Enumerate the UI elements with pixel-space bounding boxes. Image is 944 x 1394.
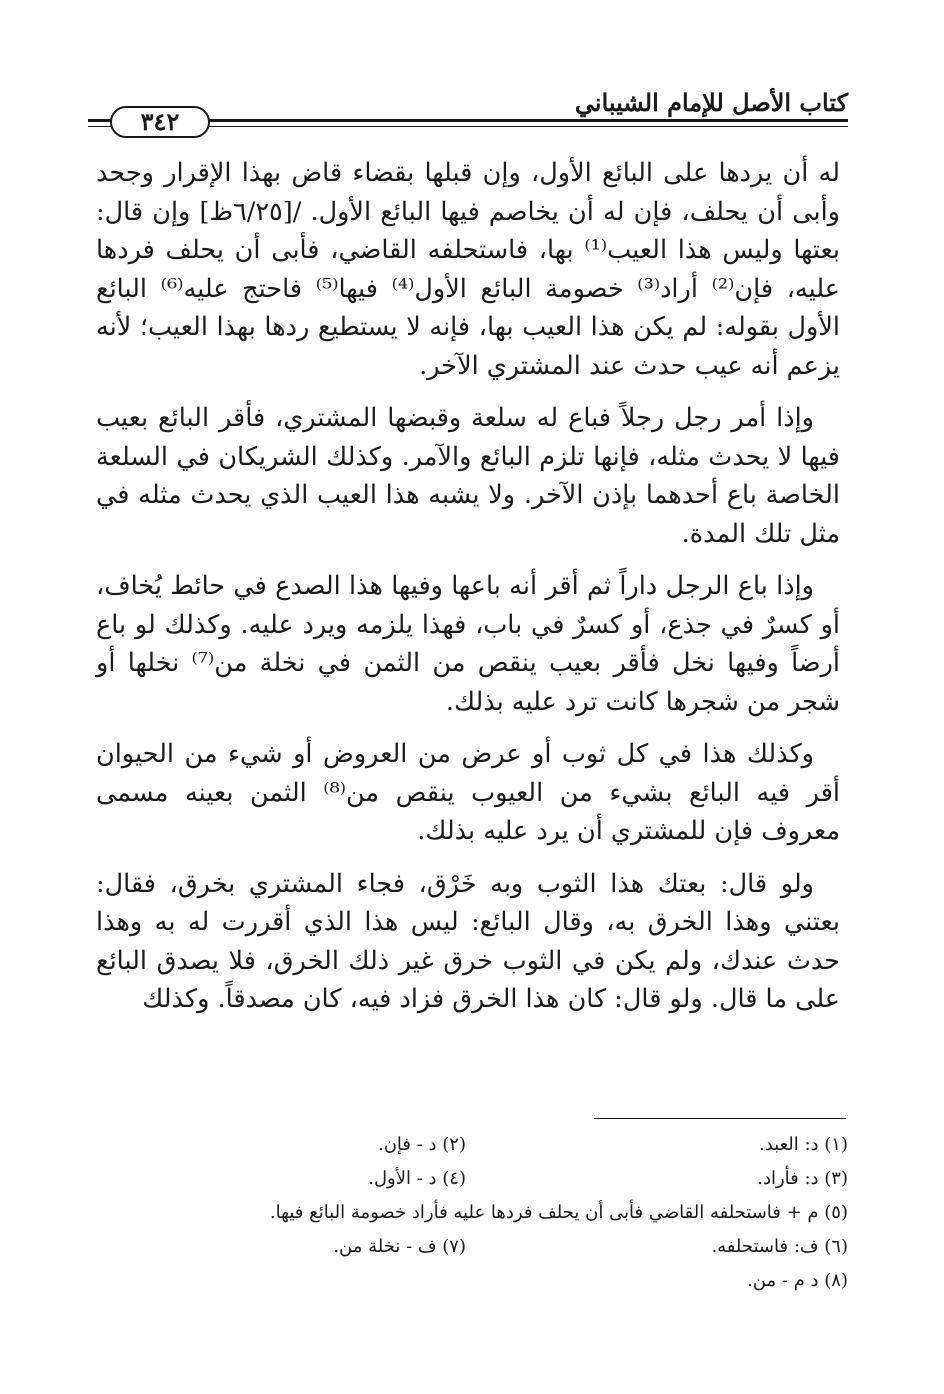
footnote-6: (٦) ف: فاستحلفه. — [711, 1236, 848, 1257]
footnote-7: (٧) ف - نخلة من. — [333, 1236, 466, 1257]
page-number: ٣٤٢ — [110, 106, 210, 138]
footnotes — [96, 1134, 848, 1304]
paragraph-3: وإذا باع الرجل داراً ثم أقر أنه باعها وفيها هذا الصدع في حائط يُخاف، أو كسرٌ في جذع، أو كسرٌ في باب، فهذا يلزمه ويرد عليه. وكذلك لو باع أرضاً وفيها نخل فأقر بعيب ينقص من الثمن في نخلة من⁽⁷⁾ نخلها أو شجر من شجرها كانت ترد عليه بذلك. — [96, 571, 840, 717]
paragraph-4: وكذلك هذا في كل ثوب أو عرض من العروض أو شيء من الحيوان أقر فيه البائع بشيء من العيوب ينقص من⁽⁸⁾ الثمن بعينه مسمى معروف فإن للمشتري أن يرد عليه بذلك. — [96, 739, 840, 846]
footnote-5: (٥) م + فاستحلفه القاضي فأبى أن يحلف فردها عليه فأراد خصومة البائع فيها. — [269, 1202, 848, 1223]
page-number-ornament — [88, 106, 848, 136]
main-text — [96, 154, 840, 1019]
footnote-1: (١) د: العبد. — [758, 1134, 848, 1155]
footnote-row — [96, 1134, 848, 1168]
paragraph-2: وإذا أمر رجل رجلاً فباع له سلعة وقبضها المشتري، فأقر البائع بعيب فيها لا يحدث مثله، فإنها تلزم البائع والآمر. وكذلك الشريكان في السلعة الخاصة باع أحدهما بإذن الآخر. ولا يشبه هذا العيب الذي يحدث مثله في مثل تلك المدة. — [96, 403, 840, 549]
footnote-3: (٣) د: فأراد. — [757, 1168, 848, 1189]
paragraph-1: له أن يردها على البائع الأول، وإن قبلها بقضاء قاض بهذا الإقرار وجحد وأبى أن يحلف، فإن له أن يخاصم فيها البائع الأول. /[٦/٢٥ظ] وإن قال: بعتها وليس هذا العيب⁽¹⁾ بها، فاستحلفه القاضي، فأبى أن يحلف فردها عليه، فإن⁽²⁾ أراد⁽³⁾ خصومة البائع الأول⁽⁴⁾ فيها⁽⁵⁾ فاحتج عليه⁽⁶⁾ البائع الأول بقوله: لم يكن هذا العيب بها، فإنه لا يستطيع ردها بهذا العيب؛ لأنه يزعم أنه عيب حدث عند المشتري الآخر. — [96, 158, 841, 381]
footnote-separator — [594, 1118, 846, 1119]
footnote-8: (٨) د م - من. — [747, 1270, 848, 1291]
running-title: كتاب الأصل للإمام الشيباني — [574, 88, 848, 117]
footnote-2: (٢) د - فإن. — [377, 1134, 466, 1155]
footnote-row — [96, 1202, 848, 1236]
footnote-row — [96, 1236, 848, 1270]
footnote-row — [96, 1270, 848, 1304]
paragraph-5: ولو قال: بعتك هذا الثوب وبه خَرْق، فجاء المشتري بخرق، فقال: بعتني وهذا الخرق به، وقال البائع: ليس هذا الذي أقررت له به وهذا حدث عندك، ولم يكن في الثوب خرق غير ذلك الخرق، فلا يصدق البائع على ما قال. ولو قال: كان هذا الخرق فزاد فيه، كان مصدقاً. وكذلك — [96, 868, 840, 1014]
page-header — [88, 88, 848, 138]
footnote-row — [96, 1168, 848, 1202]
footnote-4: (٤) د - الأول. — [368, 1168, 466, 1189]
